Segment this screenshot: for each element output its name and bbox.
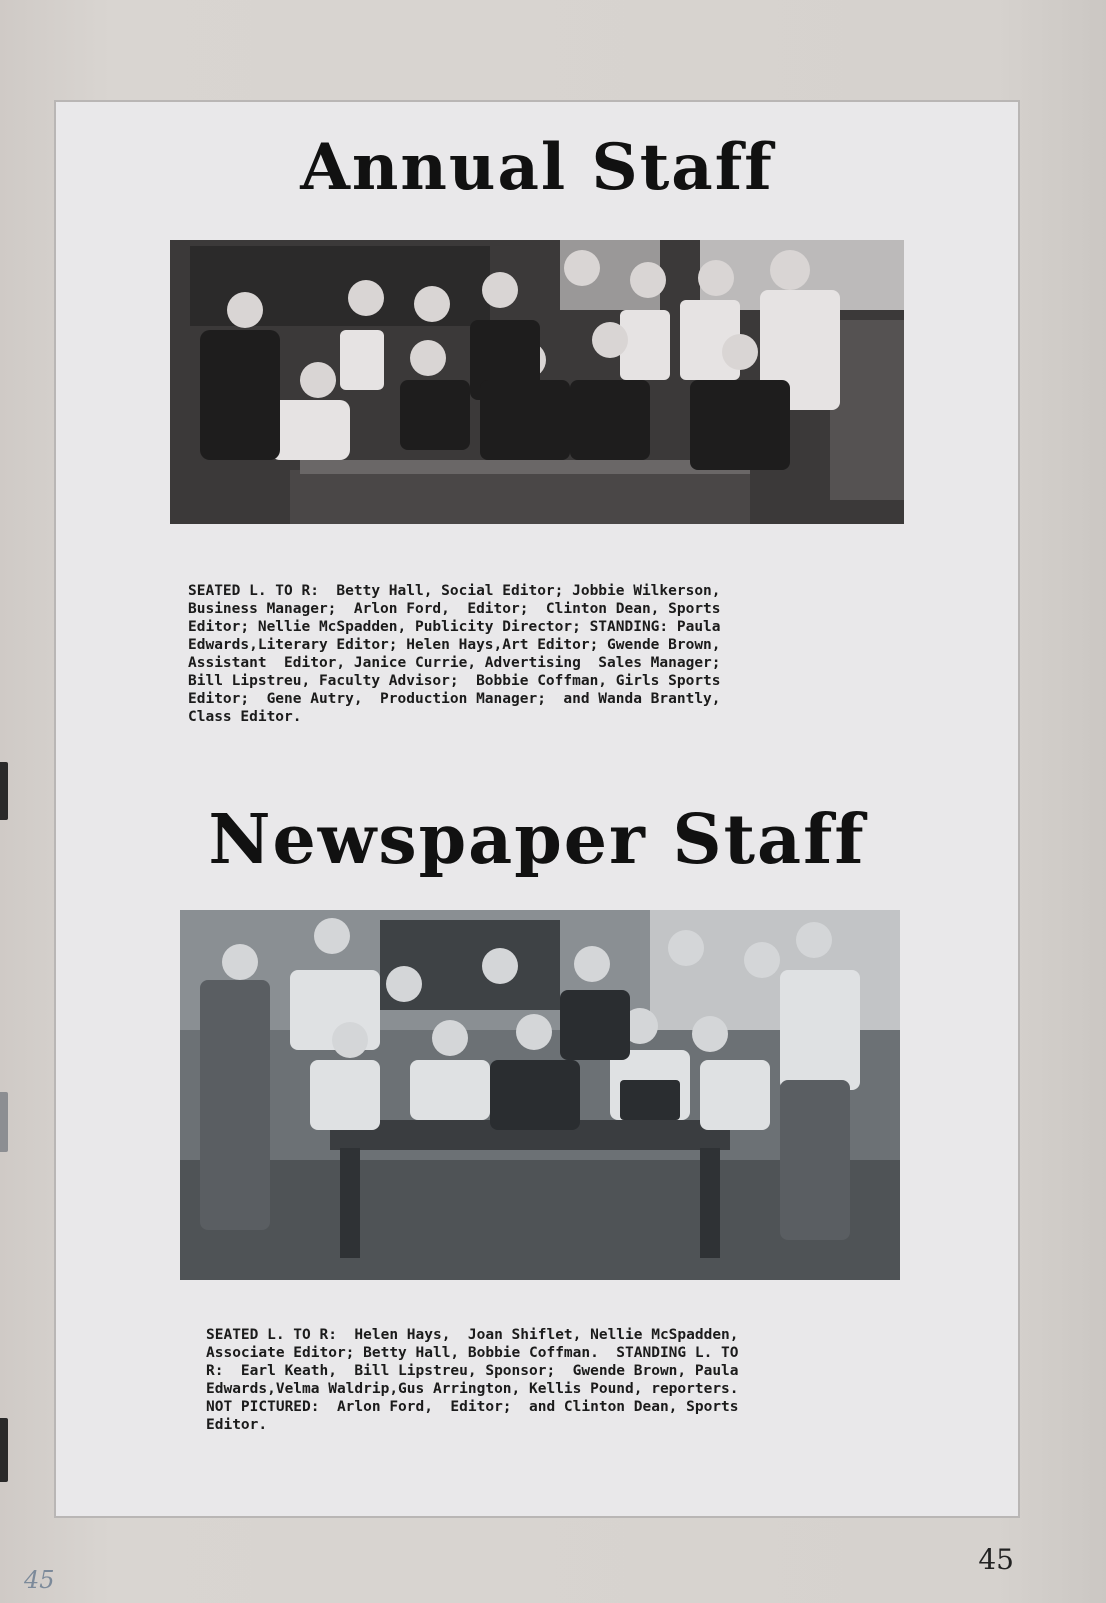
binding-tab [0, 762, 8, 820]
binding-tab [0, 1092, 8, 1152]
annual-staff-photo [170, 240, 904, 524]
caption-line: Edwards,Literary Editor; Helen Hays,Art Editor; Gwende Brown, [188, 637, 721, 653]
newspaper-staff-photo-graphic [180, 910, 900, 1280]
caption-line: Associate Editor; Betty Hall, Bobbie Coffman. STANDING L. TO [206, 1345, 739, 1361]
caption-line: R: Earl Keath, Bill Lipstreu, Sponsor; Gwende Brown, Paula [206, 1363, 739, 1379]
annual-staff-photo-graphic [170, 240, 904, 524]
yearbook-page [54, 100, 1020, 1518]
caption-line: NOT PICTURED: Arlon Ford, Editor; and Clinton Dean, Sports [206, 1399, 739, 1415]
caption-line: Editor. [206, 1417, 268, 1433]
caption-line: Class Editor. [188, 709, 302, 725]
caption-line: Editor; Gene Autry, Production Manager; and Wanda Brantly, [188, 691, 721, 707]
annual-staff-title: Annual Staff [300, 130, 774, 205]
handwritten-page-number: 45 [24, 1566, 55, 1594]
caption-line: Assistant Editor, Janice Currie, Advertising Sales Manager; [188, 655, 721, 671]
annual-staff-caption [188, 582, 721, 726]
caption-line: SEATED L. TO R: Betty Hall, Social Editor; Jobbie Wilkerson, [188, 583, 721, 599]
page-number: 45 [978, 1543, 1014, 1576]
caption-line: SEATED L. TO R: Helen Hays, Joan Shiflet, Nellie McSpadden, [206, 1327, 739, 1343]
newspaper-staff-photo [180, 910, 900, 1280]
caption-line: Bill Lipstreu, Faculty Advisor; Bobbie Coffman, Girls Sports [188, 673, 721, 689]
binding-tab [0, 1418, 8, 1482]
caption-line: Editor; Nellie McSpadden, Publicity Director; STANDING: Paula [188, 619, 721, 635]
newspaper-staff-title: Newspaper Staff [208, 800, 866, 880]
caption-line: Business Manager; Arlon Ford, Editor; Clinton Dean, Sports [188, 601, 721, 617]
newspaper-staff-caption [206, 1326, 739, 1434]
caption-line: Edwards,Velma Waldrip,Gus Arrington, Kellis Pound, reporters. [206, 1381, 739, 1397]
